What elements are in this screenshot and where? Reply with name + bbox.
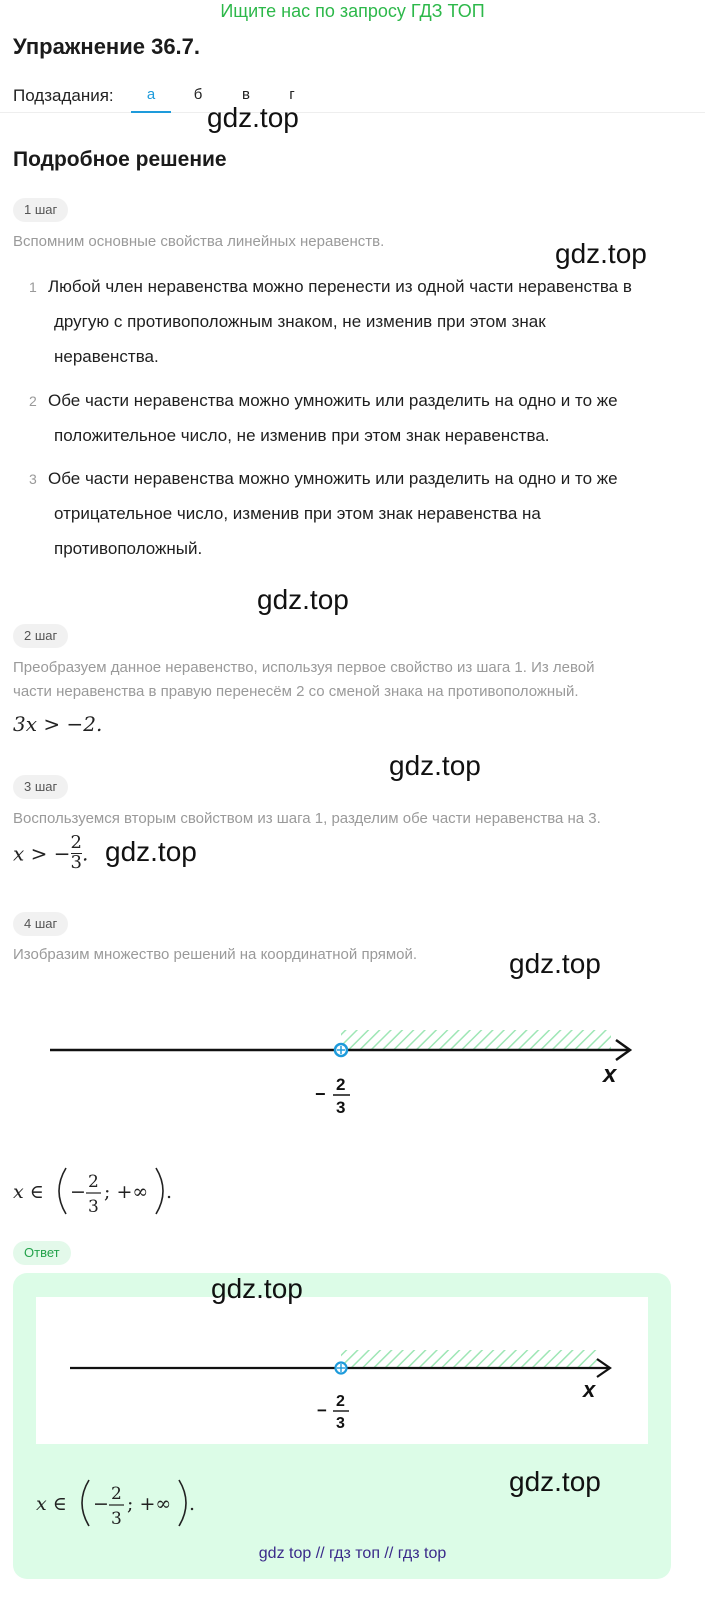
point-label-den: 3 [336, 1415, 345, 1432]
tab-b[interactable]: б [193, 86, 203, 103]
svg-text:x ∈: x ∈ [36, 1493, 67, 1515]
step-3-text: Воспользуемся вторым свойством из шага 1, разделим обе части неравенства на 3. [13, 810, 601, 827]
svg-text:−: − [70, 1181, 86, 1203]
step-2-text: Преобразуем данное неравенство, используя первое свойство из шага 1. Из левой части неравенства в правую перенесём 2 со сменой знака на противоположный. [13, 659, 595, 700]
watermark: gdz.top [509, 1466, 601, 1497]
watermark: gdz.top [555, 238, 647, 269]
number-line [0, 990, 705, 1130]
svg-text:.: . [166, 1181, 173, 1203]
active-tab-indicator [131, 111, 171, 113]
step-4-text: Изобразим множество решений на координатной прямой. [13, 946, 418, 963]
step-4-result [8, 1162, 268, 1220]
point-label-num: 2 [336, 1393, 345, 1410]
svg-text:.: . [189, 1493, 196, 1515]
tabs-divider [0, 112, 705, 113]
tab-a[interactable]: а [146, 86, 156, 103]
svg-text:3: 3 [111, 1509, 122, 1529]
svg-text:; +∞: ; +∞ [127, 1493, 172, 1515]
point-label-den: 3 [336, 1098, 346, 1117]
list-number: 3 [29, 471, 37, 487]
point-label-sign: − [315, 1084, 326, 1104]
svg-text:; +∞: ; +∞ [104, 1181, 149, 1203]
list-number: 1 [29, 279, 37, 295]
answer-badge: Ответ [13, 1241, 71, 1265]
tab-g[interactable]: г [289, 86, 295, 103]
solution-hatch [341, 1350, 597, 1368]
step-1-badge: 1 шаг [13, 198, 68, 222]
list-number: 2 [29, 393, 37, 409]
top-banner: Ищите нас по запросу ГДЗ ТОП [220, 1, 485, 21]
point-label-num: 2 [336, 1075, 346, 1094]
svg-text:−: − [93, 1493, 109, 1515]
tab-v[interactable]: в [242, 86, 250, 103]
answer-number-line [36, 1320, 648, 1440]
step-3-formula: x > − $\frac{2}{3}$ . [13, 832, 89, 873]
list-item: Обе части неравенства можно умножить или разделить на одно и то же положительное число, не изменив при этом знак неравенства. [48, 391, 618, 445]
step-3-badge: 3 шаг [13, 775, 68, 799]
watermark: gdz.top [257, 584, 349, 615]
step-1-text: Вспомним основные свойства линейных неравенств. [13, 233, 385, 250]
axis-label: x [583, 1377, 596, 1402]
page-title: Упражнение 36.7. [13, 34, 201, 59]
subtasks-label: Подзадания: [13, 86, 114, 105]
step-4-badge: 4 шаг [13, 912, 68, 936]
list-item: Любой член неравенства можно перенести из одной части неравенства в другую с противоположным знаком, не изменив при этом знак неравенства. [48, 277, 632, 366]
svg-text:2: 2 [111, 1484, 122, 1504]
watermark: gdz.top [207, 102, 299, 133]
watermark: gdz.top [509, 948, 601, 979]
point-label-sign: − [317, 1401, 327, 1420]
step-2-badge: 2 шаг [13, 624, 68, 648]
watermark: gdz.top [389, 750, 481, 781]
solution-hatch [341, 1030, 611, 1050]
section-title: Подробное решение [13, 148, 227, 171]
answer-result [31, 1474, 291, 1532]
list-item: Обе части неравенства можно умножить или разделить на одно и то же отрицательное число, изменив при этом знак неравенства на противоположный. [48, 469, 618, 558]
footer-links[interactable]: gdz top // гдз топ // гдз top [258, 1545, 447, 1562]
step-2-formula: 3x > −2. [13, 712, 103, 736]
svg-text:x ∈: x ∈ [13, 1181, 44, 1203]
watermark: gdz.top [211, 1273, 303, 1304]
watermark: gdz.top [105, 836, 197, 867]
svg-text:3: 3 [88, 1197, 99, 1217]
svg-text:2: 2 [88, 1172, 99, 1192]
axis-label: x [603, 1061, 617, 1088]
